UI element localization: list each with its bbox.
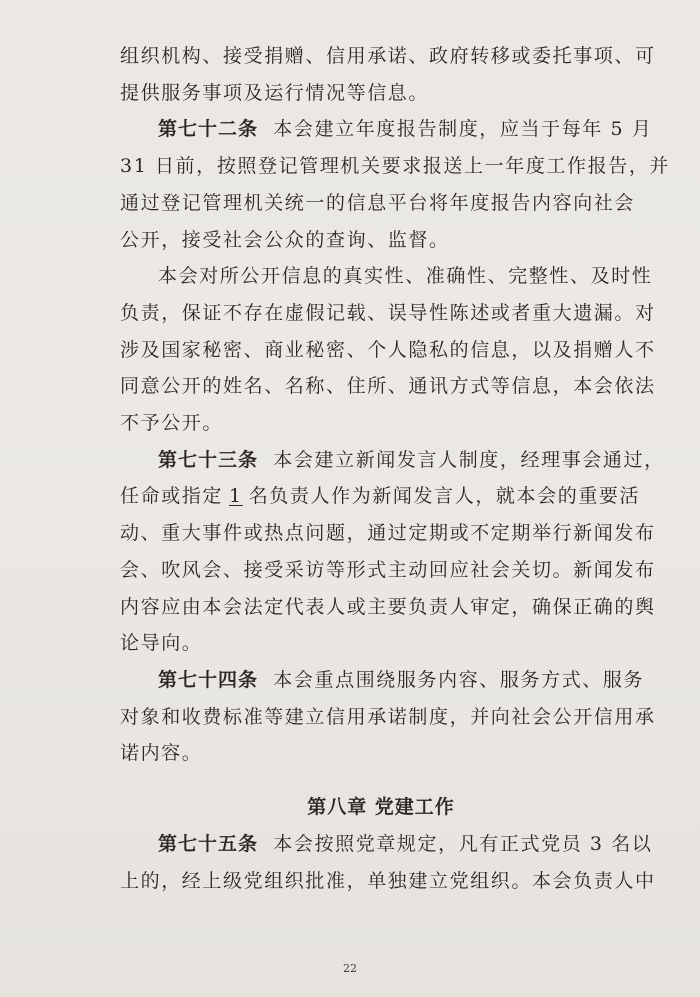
- text-line: 动、重大事件或热点问题，通过定期或不定期举行新闻发布: [120, 522, 656, 545]
- article-72: [120, 111, 671, 258]
- text-line: 本会对所公开信息的真实性、准确性、完整性、及时性: [158, 265, 653, 288]
- text-line: 会、吹风会、接受采访等形式主动回应社会关切。新闻发布: [120, 558, 656, 581]
- text-line: 通过登记管理机关统一的信息平台将年度报告内容向社会: [120, 191, 636, 214]
- text-line: 诺内容。: [120, 742, 203, 765]
- article-75-block: [120, 826, 656, 899]
- text-line: [120, 111, 653, 148]
- text-line: 31 日前，按照登记管理机关要求报送上一年度工作报告，并: [120, 155, 671, 178]
- text-line: [120, 478, 642, 515]
- paragraph-disclosure: [120, 258, 656, 442]
- text-line: 对象和收费标准等建立信用承诺制度，并向社会公开信用承: [120, 705, 656, 728]
- chapter-heading: 第八章 党建工作: [307, 796, 455, 818]
- article-75: [120, 826, 656, 899]
- text-segment: 名负责人作为新闻发言人，就本会的重要活: [248, 485, 641, 508]
- text-line: 提供服务事项及运行情况等信息。: [120, 81, 430, 104]
- article-heading: 第七十三条: [158, 448, 259, 471]
- text-line: 公开，接受社会公众的查询、监督。: [120, 228, 450, 251]
- text-segment: 本会建立新闻发言人制度，经理事会通过，: [273, 448, 665, 471]
- text-segment: 任命或指定: [120, 485, 224, 508]
- text-line: 负责，保证不存在虚假记载、误导性陈述或者重大遗漏。对: [120, 301, 656, 324]
- article-heading: 第七十二条: [158, 118, 259, 141]
- underlined-number: 1: [229, 485, 243, 508]
- article-heading: 第七十四条: [158, 668, 259, 691]
- text-line: [120, 826, 653, 863]
- text-line: 涉及国家秘密、商业秘密、个人隐私的信息，以及捐赠人不: [120, 338, 656, 361]
- text-line: 同意公开的姓名、名称、住所、通讯方式等信息，本会依法: [120, 375, 656, 398]
- text-line: 上的，经上级党组织批准，单独建立党组织。本会负责人中: [120, 869, 656, 892]
- article-heading: 第七十五条: [158, 833, 259, 855]
- article-73: [120, 442, 665, 662]
- text-line: 组织机构、接受捐赠、信用承诺、政府转移或委托事项、可: [120, 45, 656, 67]
- text-line: [120, 442, 665, 479]
- paragraph-continuation: [120, 38, 656, 111]
- text-segment: 本会重点围绕服务内容、服务方式、服务: [273, 668, 645, 691]
- article-74: [120, 662, 656, 772]
- text-line: [120, 662, 645, 699]
- page-number: 22: [343, 962, 357, 975]
- document-body: [120, 38, 671, 772]
- text-segment: 本会按照党章规定，凡有正式党员 3 名以: [273, 833, 653, 855]
- text-segment: 本会建立年度报告制度，应当于每年 5 月: [273, 118, 653, 141]
- text-line: 不予公开。: [120, 412, 224, 435]
- text-line: 内容应由本会法定代表人或主要负责人审定，确保正确的舆: [120, 595, 656, 618]
- text-line: 论导向。: [120, 632, 203, 655]
